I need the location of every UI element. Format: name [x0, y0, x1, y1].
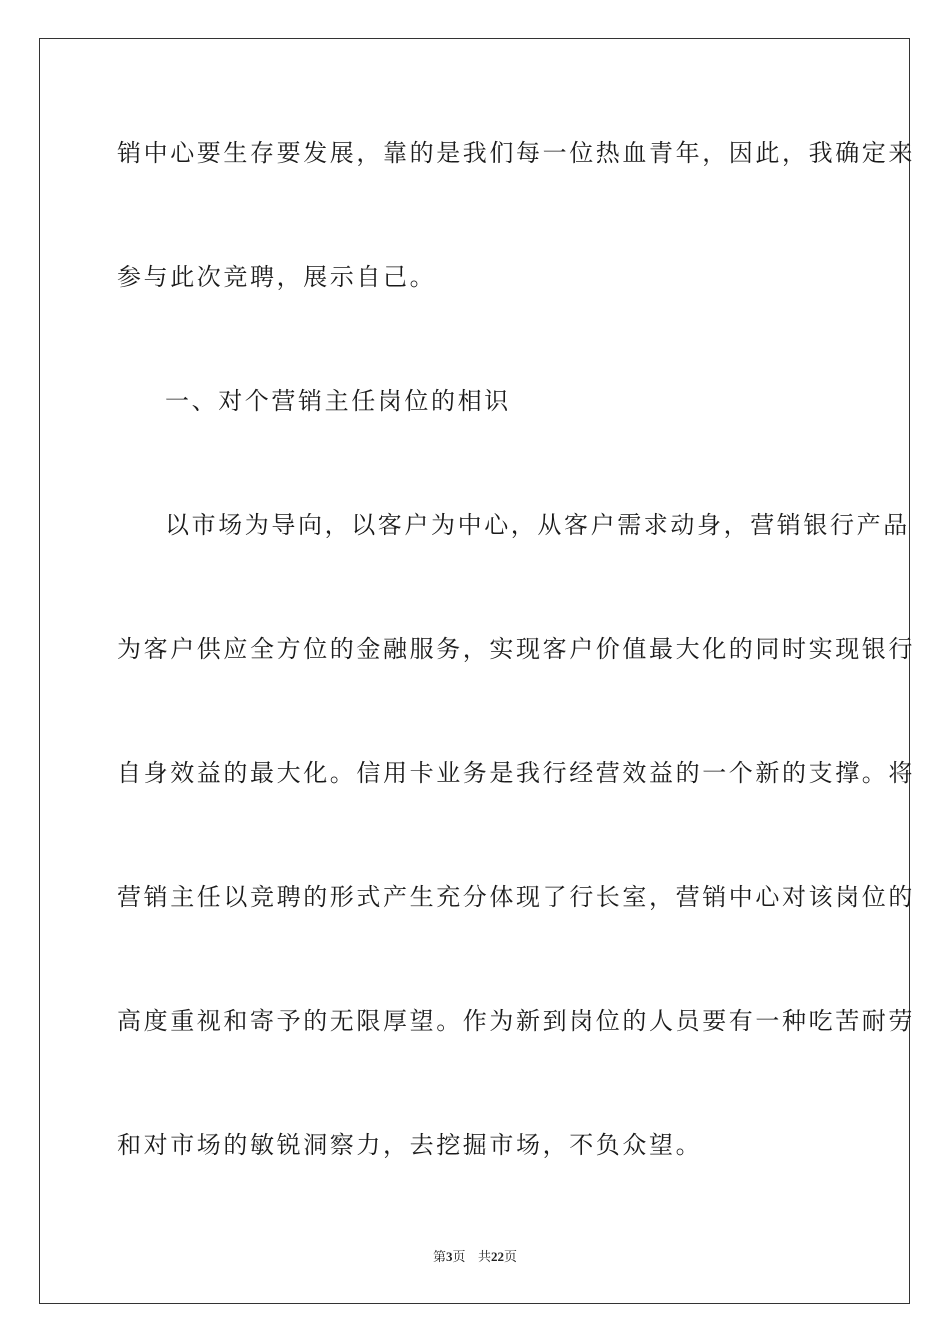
page-unit: 页 — [452, 1250, 466, 1265]
page-number: 3 — [446, 1249, 453, 1264]
total-unit: 页 — [503, 1250, 517, 1265]
body-text-line-7: 高度重视和寄予的无限厚望。作为新到岗位的人员要有一种吃苦耐劳 — [117, 1007, 915, 1035]
page-footer — [0, 1248, 950, 1267]
body-text-line-5: 自身效益的最大化。信用卡业务是我行经营效益的一个新的支撑。将 — [117, 759, 915, 787]
body-text-line-4: 为客户供应全方位的金融服务，实现客户价值最大化的同时实现银行 — [117, 635, 915, 663]
total-pages: 22 — [490, 1249, 504, 1264]
page-prefix: 第 — [433, 1250, 447, 1265]
total-prefix: 共 — [477, 1250, 491, 1265]
body-text-line-2: 参与此次竞聘，展示自己。 — [117, 263, 437, 291]
section-heading: 一、对个营销主任岗位的相识 — [165, 387, 511, 415]
body-text-line-1: 销中心要生存要发展，靠的是我们每一位热血青年，因此，我确定来 — [117, 139, 915, 167]
body-text-line-6: 营销主任以竞聘的形式产生充分体现了行长室，营销中心对该岗位的 — [117, 883, 915, 911]
body-text-line-3: 以市场为导向，以客户为中心，从客户需求动身，营销银行产品 — [165, 511, 910, 539]
body-text-line-8: 和对市场的敏锐洞察力，去挖掘市场，不负众望。 — [117, 1131, 703, 1159]
page-border — [39, 38, 915, 1304]
